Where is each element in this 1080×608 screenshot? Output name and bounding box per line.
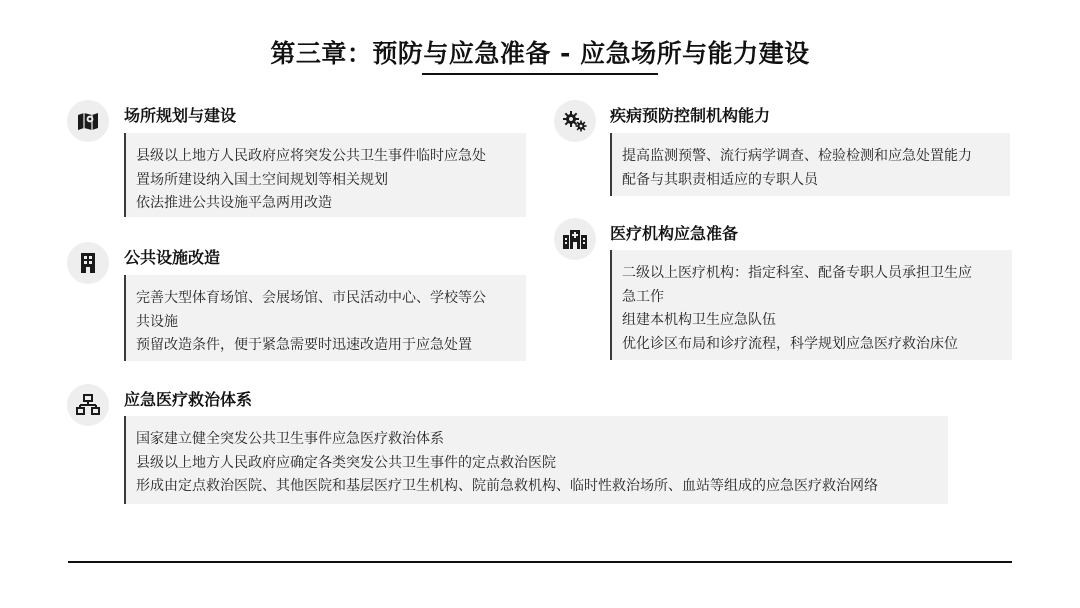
list-item: 二级以上医疗机构：指定科室、配备专职人员承担卫生应 [622,265,972,281]
section-title-medical-system: 应急医疗救治体系 [124,390,253,409]
section-title-hospital-prep: 医疗机构应急准备 [610,224,739,243]
list-item: 配备与其职责相适应的专职人员 [622,171,818,188]
gears-icon [554,100,596,142]
section-box-site-planning [124,133,526,217]
section-box-cdc-capacity [610,133,1010,196]
title-underline [422,73,658,75]
bottom-divider [68,561,1012,563]
section-title-site-planning: 场所规划与建设 [124,106,237,125]
list-item: 完善大型体育场馆、会展场馆、市民活动中心、学校等公 [136,290,486,306]
section-box-medical-system [124,416,948,504]
list-item: 县级以上地方人民政府应确定各类突发公共卫生事件的定点救治医院 [136,454,556,471]
list-item: 置场所建设纳入国土空间规划等相关规划 [136,171,388,188]
list-item: 提高监测预警、流行病学调查、检验检测和应急处置能力 [622,148,972,164]
section-title-cdc-capacity: 疾病预防控制机构能力 [610,106,771,125]
section-box-hospital-prep [610,250,1012,360]
list-item: 县级以上地方人民政府应将突发公共卫生事件临时应急处 [136,148,486,164]
list-item: 优化诊区布局和诊疗流程，科学规划应急医疗救治床位 [622,335,958,352]
building-icon [67,242,109,284]
hospital-icon [554,218,596,260]
list-item: 急工作 [622,288,664,305]
map-icon [67,100,109,142]
list-item: 国家建立健全突发公共卫生事件应急医疗救治体系 [136,431,444,447]
list-item: 共设施 [136,313,178,330]
list-item: 组建本机构卫生应急队伍 [622,312,776,328]
list-item: 形成由定点救治医院、其他医院和基层医疗卫生机构、院前急救机构、临时性救治场所、血站等组成的应急医疗救治网络 [136,478,878,494]
network-icon [67,384,109,426]
page-title: 第三章：预防与应急准备 - 应急场所与能力建设 [270,39,810,68]
list-item: 预留改造条件，便于紧急需要时迅速改造用于应急处置 [136,337,472,353]
section-box-public-facilities [124,275,526,361]
list-item: 依法推进公共设施平急两用改造 [136,195,332,211]
section-title-public-facilities: 公共设施改造 [124,248,221,267]
